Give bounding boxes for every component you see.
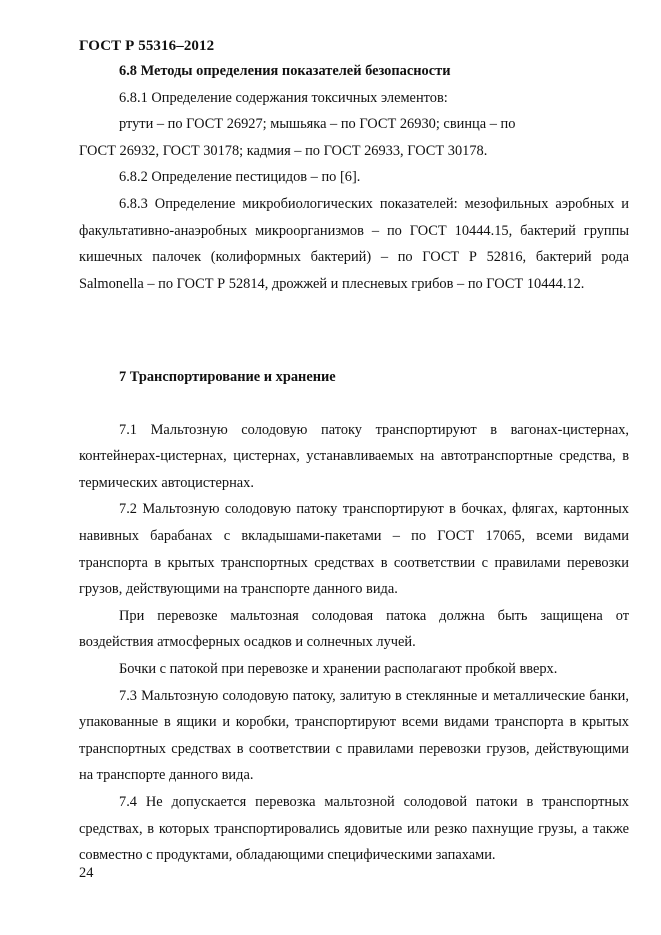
paragraph-6-8-1: 6.8.1 Определение содержания токсичных элементов: <box>119 89 448 106</box>
paragraph-6-8-3: 6.8.3 Определение микробиологических показателей: мезофильных аэробных и факультативно-анаэробных микроорганизмов – по ГОСТ 10444.15, бактерий группы кишечных палочек (колиформных бактерий) – по ГОСТ Р 52816, бактерий рода Salmonella – по ГОСТ Р 52814, дрожжей и плесневых грибов – по ГОСТ 10444.12. <box>79 195 629 292</box>
section-7-heading: 7 Транспортирование и хранение <box>119 369 336 385</box>
paragraph-6-8-1-line-b: ГОСТ 26932, ГОСТ 30178; кадмия – по ГОСТ 26933, ГОСТ 30178. <box>79 142 488 159</box>
paragraph-7-1: 7.1 Мальтозную солодовую патоку транспортируют в вагонах-цистернах, контейнерах-цистернах, цистернах, устанавливаемых на автотранспортные средства, в термических автоцистернах. <box>79 421 629 491</box>
paragraph-6-8-1-line-a: ртути – по ГОСТ 26927; мышьяка – по ГОСТ 26930; свинца – по <box>119 116 516 133</box>
paragraph-7-4: 7.4 Не допускается перевозка мальтозной солодовой патоки в транспортных средствах, в которых транспортировались ядовитые или резко пахнущие грузы, а также совместно с продуктами, обладающими специфическими запахами. <box>79 793 629 864</box>
paragraph-7-2: 7.2 Мальтозную солодовую патоку транспортируют в бочках, флягах, картонных навивных барабанах с вкладышами-пакетами – по ГОСТ 17065, всеми видами транспорта в крытых транспортных средствах в соответствии с правилами перевозки грузов, действующими на транспорте данного вида. <box>79 501 629 598</box>
section-6-8 <box>79 58 629 297</box>
section-6-8-heading: 6.8 Методы определения показателей безопасности <box>119 63 451 79</box>
document-header: ГОСТ Р 55316–2012 <box>79 38 215 54</box>
paragraph-7-2-b: Бочки с патокой при перевозке и хранении располагают пробкой вверх. <box>119 660 558 677</box>
heading-spacer <box>79 391 629 417</box>
page-number: 24 <box>79 865 94 881</box>
section-7 <box>79 364 629 869</box>
paragraph-7-2-a: При перевозке мальтозная солодовая патока должна быть защищена от воздействия атмосферных осадков и солнечных лучей. <box>79 607 629 651</box>
paragraph-7-3: 7.3 Мальтозную солодовую патоку, залитую в стеклянные и металлические банки, упакованные в ящики и коробки, транспортируют всеми видами транспорта в крытых транспортных средствах в соответствии с правилами перевозки грузов, действующими на транспорте данного вида. <box>79 687 629 784</box>
paragraph-6-8-2: 6.8.2 Определение пестицидов – по [6]. <box>119 169 361 186</box>
